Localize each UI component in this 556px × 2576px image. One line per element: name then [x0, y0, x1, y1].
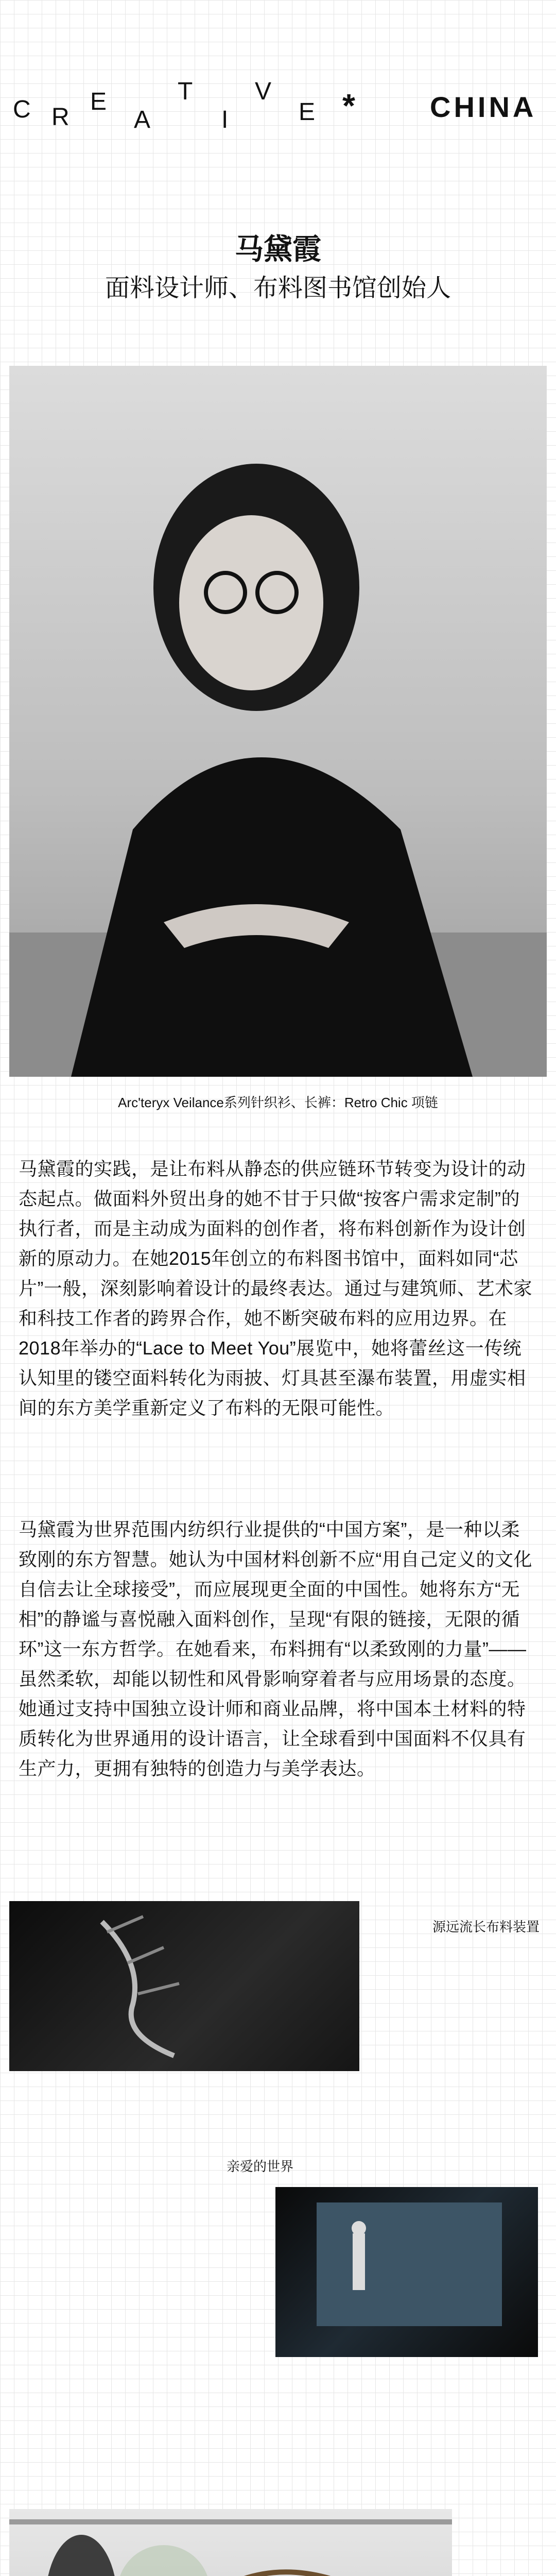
china-wordmark: CHINA: [430, 91, 537, 123]
creative-letter: C: [13, 96, 32, 123]
gallery-photo-fabric-nature: [9, 2509, 452, 2576]
gallery-photo-installation: [9, 1901, 359, 2071]
fabric-nature-scene: [9, 2509, 452, 2576]
creative-letter: E: [90, 88, 108, 115]
gallery-photo-dear-world: [275, 2187, 538, 2357]
body-paragraph: 马黛霞为世界范围内纺织行业提供的“中国方案”，是一种以柔致刚的东方智慧。她认为中国材料创新不应“用自己定义的文化自信去让全球接受”，而应展现更全面的中国性。她将东方“无相”的静谧与喜悦融入面料创作，呈现“有限的链接，无限的循环”这一东方哲学。在她看来，布料拥有“以柔致刚的力量”——虽然柔软，却能以韧性和风骨影响穿着者与应用场景的态度。她通过支持中国独立设计师和商业品牌，将中国本土材料的特质转化为世界通用的设计语言，让全球看到中国面料不仅具有生产力，更拥有独特的创造力与美学表达。: [19, 1519, 532, 1779]
portrait-figure: [9, 366, 547, 1077]
creative-letter: A: [134, 106, 152, 133]
gallery-tag: 源远流长布料装置: [432, 1919, 540, 1935]
person-name: 马黛霞: [235, 232, 321, 266]
person-role: 面料设计师、布料图书馆创始人: [105, 275, 451, 302]
body-paragraph: 马黛霞的实践，是让布料从静态的供应链环节转变为设计的动态起点。做面料外贸出身的她不甘于只做“按客户需求定制”的执行者，而是主动成为面料的创作者，将布料创新作为设计创新的原动力。在她2015年创立的布料图书馆中，面料如同“芯片”一般，深刻影响着设计的最终表达。通过与建筑师、艺术家和科技工作者的跨界合作，她不断突破布料的应用边界。在2018年举办的“Lace to Meet You”展览中，她将蕾丝这一传统认知里的镂空面料转化为雨披、灯具甚至瀑布装置，用虚实相间的东方美学重新定义了布料的无限可能性。: [19, 1158, 532, 1418]
photo-caption: Arc'teryx Veilance系列针织衫、长裤：Retro Chic 项链: [118, 1095, 438, 1110]
installation-shape: [9, 1901, 359, 2071]
star-icon: *: [342, 87, 355, 124]
creative-letter: V: [255, 78, 273, 105]
portrait-photo: [9, 366, 547, 1077]
creative-letter: I: [221, 106, 230, 133]
creative-letter: R: [51, 104, 71, 131]
gallery-tag: 亲爱的世界: [227, 2159, 294, 2174]
dear-world-scene: [275, 2187, 538, 2357]
creative-letter: T: [178, 78, 194, 105]
creative-letter: E: [299, 98, 317, 126]
